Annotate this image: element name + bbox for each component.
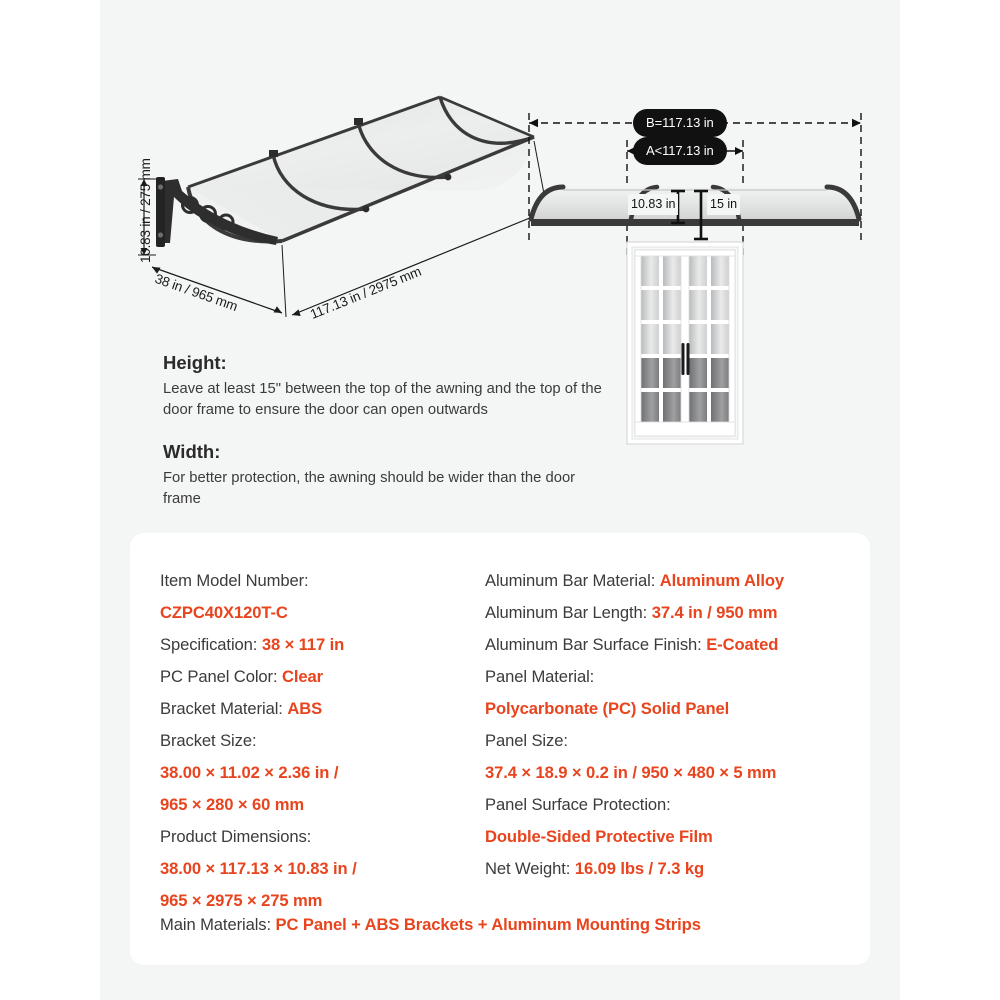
- spec-value: 16.09 lbs / 7.3 kg: [574, 859, 704, 878]
- spec-value: Clear: [282, 667, 324, 686]
- spec-label: Aluminum Bar Length:: [485, 603, 652, 622]
- spec-row-left-6: 38.00 × 11.02 × 2.36 in /: [160, 763, 339, 782]
- spec-row-right-5: [485, 725, 885, 757]
- spec-row-left-5: [160, 725, 480, 757]
- door-illustration: [627, 242, 743, 444]
- spec-row-left-0: [160, 565, 480, 597]
- spec-label: Net Weight:: [485, 859, 575, 878]
- spec-row-right-4: Polycarbonate (PC) Solid Panel: [485, 699, 730, 718]
- height-note-title: Height:: [163, 352, 227, 373]
- spec-label: Panel Size:: [485, 731, 568, 750]
- spec-row-right-3: [485, 661, 885, 693]
- spec-label: Bracket Material:: [160, 699, 288, 718]
- spec-row-left-3: [160, 661, 480, 693]
- spec-row-left-2: [160, 629, 480, 661]
- spec-row-left-10: 965 × 2975 × 275 mm: [160, 891, 323, 910]
- spec-label: Bracket Size:: [160, 731, 257, 750]
- spec-row-left-4: [160, 693, 480, 725]
- spec-value: 38 × 117 in: [261, 635, 345, 654]
- spec-value: Aluminum Alloy: [659, 571, 785, 590]
- spec-row-right-9: [485, 853, 885, 885]
- dim-length-label: 117.13 in / 2975 mm: [308, 263, 424, 322]
- awning-3d-illustration: [130, 95, 560, 325]
- spec-row-left-8: [160, 821, 480, 853]
- spec-row-left-7: 965 × 280 × 60 mm: [160, 795, 305, 814]
- spec-row-right-7: [485, 789, 885, 821]
- installation-notes: [163, 352, 603, 531]
- door-width-pill: A<117.13 in: [633, 137, 727, 165]
- spec-row-left-1: CZPC40X120T-C: [160, 603, 288, 622]
- spec-row-left-9: 38.00 × 117.13 × 10.83 in /: [160, 859, 357, 878]
- specification-card: [130, 533, 870, 965]
- spec-row-right-0: [485, 565, 885, 597]
- height-note-text: Leave at least 15" between the top of the awning and the top of the door frame to ensure the door can open outwards: [163, 381, 602, 419]
- specification-column-left: [160, 565, 480, 917]
- spec-row-right-2: [485, 629, 885, 661]
- spec-label: Panel Surface Protection:: [485, 795, 671, 814]
- spec-row-right-6: 37.4 × 18.9 × 0.2 in / 950 × 480 × 5 mm: [485, 763, 777, 782]
- width-note-text: For better protection, the awning should be wider than the door frame: [163, 470, 576, 508]
- dim-height-label: 10.83 in / 275 mm: [138, 158, 153, 263]
- spec-label: Product Dimensions:: [160, 827, 312, 846]
- total-width-pill: B=117.13 in: [633, 109, 727, 137]
- spec-label: Aluminum Bar Surface Finish:: [485, 635, 707, 654]
- spec-label: Aluminum Bar Material:: [485, 571, 660, 590]
- dim-depth-label: 38 in / 965 mm: [152, 271, 240, 315]
- main-materials-label: Main Materials:: [160, 915, 272, 934]
- main-materials-row: [160, 917, 701, 934]
- spec-label: Item Model Number:: [160, 571, 309, 590]
- projection-tick-label: 10.83 in: [628, 194, 678, 215]
- spec-row-right-1: [485, 597, 885, 629]
- specification-column-right: [485, 565, 885, 885]
- spec-row-right-8: Double-Sided Protective Film: [485, 827, 713, 846]
- spec-label: Specification:: [160, 635, 262, 654]
- width-note-title: Width:: [163, 441, 221, 463]
- spec-label: Panel Material:: [485, 667, 595, 686]
- clearance-tick-label: 15 in: [707, 194, 740, 215]
- spec-label: PC Panel Color:: [160, 667, 282, 686]
- main-materials-value: PC Panel + ABS Brackets + Aluminum Mounting Strips: [275, 915, 701, 934]
- spec-value: 37.4 in / 950 mm: [651, 603, 778, 622]
- spec-value: ABS: [287, 699, 323, 718]
- spec-value: E-Coated: [706, 635, 779, 654]
